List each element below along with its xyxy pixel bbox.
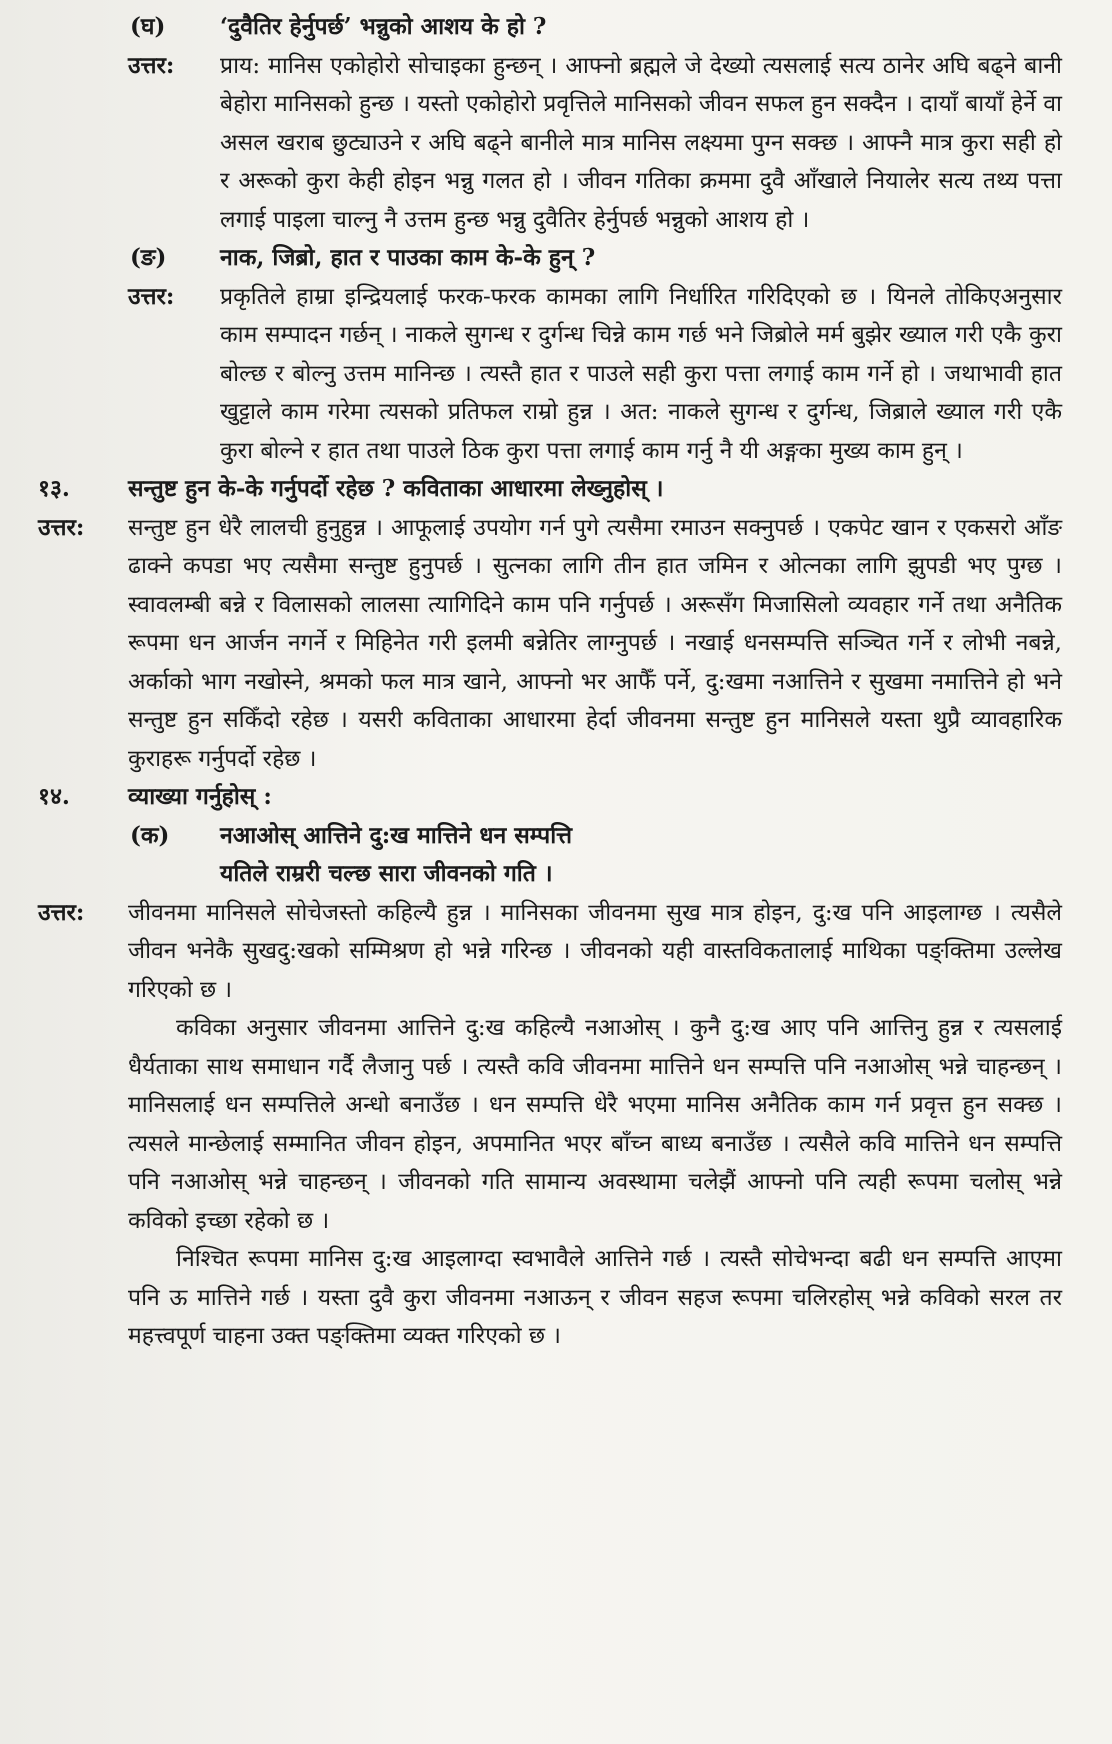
answer-text: सन्तुष्ट हुन धेरै लालची हुनुहुन्न । आफूलाई उपयोग गर्न पुगे त्यसैमा रमाउन सक्नुपर्छ । एकपेट खान र एकसरो आँङ ढाक्ने कपडा भए त्यसैमा सन्तुष्ट हुनुपर्छ । सुत्नका लागि तीन हात जमिन र ओत्नका लागि झुपडी भए पुग्छ । स्वावलम्बी बन्ने र विलासको लालसा त्यागिदिने काम पनि गर्नुपर्छ । अरूसँग मिजासिलो व्यवहार गर्ने तथा अनैतिक रूपमा धन आर्जन नगर्ने र मिहिनेत गरी इलमी बन्नेतिर लाग्नुपर्छ । नखाई धनसम्पत्ति सञ्चित गर्ने र लोभी नबन्ने, अर्काको भाग नखोस्ने, श्रमको फल मात्र खाने, आफ्नो भर आफैँ पर्ने, दु:खमा नआत्तिने र सुखमा नमात्तिने हो भने सन्तुष्ट हुन सकिँदो रहेछ । यसरी कविताका आधारमा हेर्दा जीवनमा सन्तुष्ट हुन मानिसले यस्ता थुप्रै व्यावहारिक कुराहरू गर्नुपर्दो रहेछ । bbox=[128, 514, 1062, 772]
question-13 bbox=[38, 470, 1062, 509]
question-nga bbox=[38, 239, 1062, 278]
answer-nga bbox=[38, 278, 1062, 471]
answer-paragraph-2: कविका अनुसार जीवनमा आत्तिने दु:ख कहिल्यै नआओस् । कुनै दु:ख आए पनि आत्तिनु हुन्न र त्यसलाई धैर्यताका साथ समाधान गर्दै लैजानु पर्छ । त्यस्तै कवि जीवनमा मात्तिने धन सम्पत्ति पनि नआओस् भन्ने चाहन्छन् । मानिसलाई धन सम्पत्तिले अन्धो बनाउँछ । धन सम्पत्ति धेरै भएमा मानिस अनैतिक काम गर्न प्रवृत्त हुन सक्छ । त्यसले मान्छेलाई सम्मानित जीवन होइन, अपमानित भएर बाँच्न बाध्य बनाउँछ । त्यसैले कवि मात्तिने धन सम्पत्ति पनि नआओस् भन्ने चाहन्छन् । जीवनको गति सामान्य अवस्थामा चलेझैं आफ्नो पनि त्यही रूपमा चलोस् भन्ने कविको इच्छा रहेको छ । bbox=[128, 1015, 1062, 1234]
question-marker: (क) bbox=[130, 821, 170, 849]
question-number: १४. bbox=[38, 783, 70, 810]
answer-text: प्रकृतिले हाम्रा इन्द्रियलाई फरक-फरक कामका लागि निर्धारित गरिदिएको छ । यिनले तोकिएअनुसार काम सम्पादन गर्छन् । नाकले सुगन्ध र दुर्गन्ध चिन्ने काम गर्छ भने जिब्रोले मर्म बुझेर ख्याल गरी एकै कुरा बोल्छ र बोल्नु उत्तम मानिन्छ । त्यस्तै हात र पाउले सही कुरा पत्ता लगाई काम गर्ने हो । जथाभावी हात खुट्टाले काम गरेमा त्यसको प्रतिफल राम्रो हुन्न । अत: नाकले सुगन्ध र दुर्गन्ध, जिब्राले ख्याल गरी एकै कुरा बोल्ने र हात तथा पाउले ठिक कुरा पत्ता लगाई काम गर्नु नै यी अङ्गका मुख्य काम हुन् । bbox=[220, 283, 1062, 464]
answer-text: प्राय: मानिस एकोहोरो सोचाइका हुन्छन् । आफ्नो ब्रह्मले जे देख्यो त्यसलाई सत्य ठानेर अघि बढ्ने बानी बेहोरा मानिसको हुन्छ । यस्तो एकोहोरो प्रवृत्तिले मानिसको जीवन सफल हुन सक्दैन । दायाँ बायाँ हेर्ने वा असल खराब छुट्याउने र अघि बढ्ने बानीले मात्र मानिस लक्ष्यमा पुग्न सक्छ । आफ्नै मात्र कुरा सही हो र अरूको कुरा केही होइन भन्नु गलत हो । जीवन गतिका क्रममा दुवै आँखाले नियालेर सत्य तथ्य पत्ता लगाई पाइला चाल्नु नै उत्तम हुन्छ भन्नु दुवैतिर हेर्नुपर्छ भन्नुको आशय हो । bbox=[220, 52, 1062, 233]
question-14 bbox=[38, 778, 1062, 817]
answer-paragraph-3: निश्चित रूपमा मानिस दु:ख आइलाग्दा स्वभावैले आत्तिने गर्छ । त्यस्तै सोचेभन्दा बढी धन सम्पत्ति आएमा पनि ऊ मात्तिने गर्छ । यस्ता दुवै कुरा जीवनमा नआऊन् र जीवन सहज रूपमा चलिरहोस् भन्ने कविको सरल तर महत्त्वपूर्ण चाहना उक्त पङ्क्तिमा व्यक्त गरिएको छ । bbox=[128, 1246, 1062, 1349]
question-text: ‘दुवैतिर हेर्नुपर्छ’ भन्नुको आशय के हो ? bbox=[220, 13, 547, 40]
answer-paragraph-1: जीवनमा मानिसले सोचेजस्तो कहिल्यै हुन्न । मानिसका जीवनमा सुख मात्र होइन, दु:ख पनि आइलाग्छ । त्यसैले जीवन भनेकै सुखदु:खको सम्मिश्रण हो भन्ने गरिन्छ । जीवनको यही वास्तविकतालाई माथिका पङ्क्तिमा उल्लेख गरिएको छ । bbox=[128, 899, 1062, 1003]
question-heading: व्याख्या गर्नुहोस् : bbox=[128, 783, 272, 810]
verse-line-1: नआओस् आत्तिने दु:ख मात्तिने धन सम्पत्ति bbox=[220, 821, 573, 849]
answer-13 bbox=[38, 509, 1062, 779]
answer-gha bbox=[38, 47, 1062, 240]
answer-label: उत्तर: bbox=[38, 898, 85, 926]
answer-label: उत्तर: bbox=[38, 513, 85, 541]
verse-line-2: यतिले राम्ररी चल्छ सारा जीवनको गति । bbox=[220, 860, 553, 887]
question-gha bbox=[38, 8, 1062, 47]
question-marker: (घ) bbox=[130, 13, 166, 40]
question-text: सन्तुष्ट हुन के-के गर्नुपर्दो रहेछ ? कविताका आधारमा लेख्नुहोस् । bbox=[128, 475, 664, 502]
answer-label: उत्तर: bbox=[128, 51, 175, 79]
answer-label: उत्तर: bbox=[128, 282, 175, 310]
answer-14 bbox=[38, 894, 1062, 1010]
question-text: नाक, जिब्रो, हात र पाउका काम के-के हुन् ? bbox=[220, 244, 596, 271]
question-14-ka bbox=[38, 817, 1062, 856]
question-marker: (ङ) bbox=[130, 244, 167, 271]
question-number: १३. bbox=[38, 475, 70, 502]
